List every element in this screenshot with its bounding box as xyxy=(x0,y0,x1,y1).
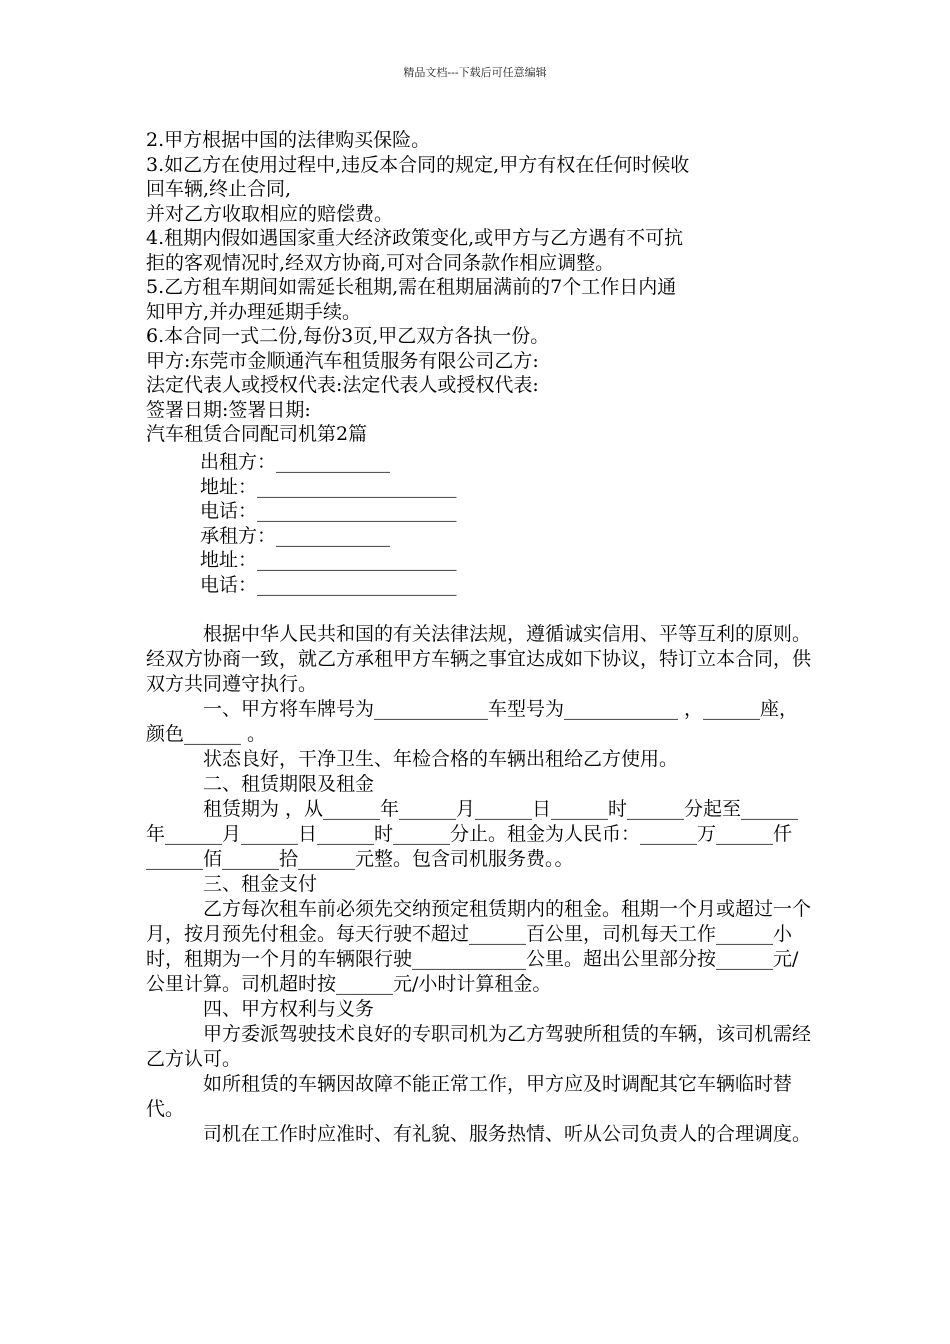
clause-2: 2.甲方根据中国的法律购买保险。 xyxy=(146,129,431,151)
clause-5-line2: 知甲方,并办理延期手续。 xyxy=(146,300,362,323)
clause-5-line1: 5.乙方租车期间如需延长租期,需在租期届满前的7个工作日内通 xyxy=(146,276,677,298)
contract-body xyxy=(146,622,811,1147)
clause-3-line1: 3.如乙方在使用过程中,违反本合同的规定,甲方有权在任何时候收 xyxy=(146,153,690,176)
lessor-address-field: 地址：_____________________ xyxy=(200,475,457,498)
party-line: 甲方:东莞市金顺通汽车租赁服务有限公司乙方: xyxy=(146,349,539,372)
party-info-fields xyxy=(200,450,865,597)
rent-payment-paragraph: 乙方每次租车前必须先交纳预定租赁期内的租金。租期一个月或超过一个月，按月预先付租金。每天行驶不超过______百公里，司机每天工作______小时，租期为一个月的车辆限行驶____________公里。超出公里部分按______元/公里计算。司机超时按______元/小时计算租金。 xyxy=(146,898,812,995)
document-title: 汽车租赁合同配司机第2篇 xyxy=(146,423,368,445)
heading-rent-payment: 三、租金支付 xyxy=(203,873,318,895)
preamble-paragraph: 根据中华人民共和国的有关法律法规，遵循诚实信用、平等互利的原则。经双方协商一致，就乙方承租甲方车辆之事宜达成如下协议，特订立本合同，供双方共同遵守执行。 xyxy=(146,623,812,695)
clause-4-line1: 4.租期内假如遇国家重大经济政策变化,或甲方与乙方遇有不可抗 xyxy=(146,227,684,249)
clause-3-line3: 并对乙方收取相应的赔偿费。 xyxy=(146,202,394,225)
lessee-field: 承租方：____________ xyxy=(200,524,391,547)
contract-terms-part1 xyxy=(146,128,811,447)
signing-date-line: 签署日期:签署日期: xyxy=(146,398,311,421)
lessor-rights-paragraph-1: 甲方委派驾驶技术良好的专职司机为乙方驾驶所租赁的车辆，该司机需经乙方认可。 xyxy=(146,1023,812,1070)
vehicle-condition: 状态良好，干净卫生、年检合格的车辆出租给乙方使用。 xyxy=(203,748,679,770)
lessor-field: 出租方：____________ xyxy=(200,451,391,473)
clause-4-line2: 拒的客观情况时,经双方协商,可对合同条款作相应调整。 xyxy=(146,251,615,274)
lessor-rights-paragraph-3: 司机在工作时应准时、有礼貌、服务热情、听从公司负责人的合理调度。 xyxy=(203,1123,812,1145)
vehicle-clause: 一、甲方将车牌号为____________车型号为____________ ，______座，颜色______ 。 xyxy=(146,698,799,745)
clause-3-line2: 回车辆,终止合同, xyxy=(146,178,292,200)
heading-lessor-rights: 四、甲方权利与义务 xyxy=(203,998,375,1020)
term-and-rent-paragraph: 租赁期为 ，从______年______月______日______时______分起至______年______月______日______时______分止。租金为人民币：______万______仟______佰______拾______元整。包含司机服务费。。 xyxy=(146,798,799,870)
lessee-address-field: 地址：_____________________ xyxy=(200,549,457,571)
representative-line: 法定代表人或授权代表:法定代表人或授权代表: xyxy=(146,374,539,396)
heading-term-and-rent: 二、租赁期限及租金 xyxy=(203,773,375,795)
lessor-phone-field: 电话：_____________________ xyxy=(200,500,457,522)
lessee-phone-field: 电话：_____________________ xyxy=(200,573,457,596)
lessor-rights-paragraph-2: 如所租赁的车辆因故障不能正常工作，甲方应及时调配其它车辆临时替代。 xyxy=(146,1073,793,1120)
page-header: 精品文档---下载后可任意编辑 xyxy=(403,66,547,79)
clause-6: 6.本合同一式二份,每份3页,甲乙双方各执一份。 xyxy=(146,325,550,347)
